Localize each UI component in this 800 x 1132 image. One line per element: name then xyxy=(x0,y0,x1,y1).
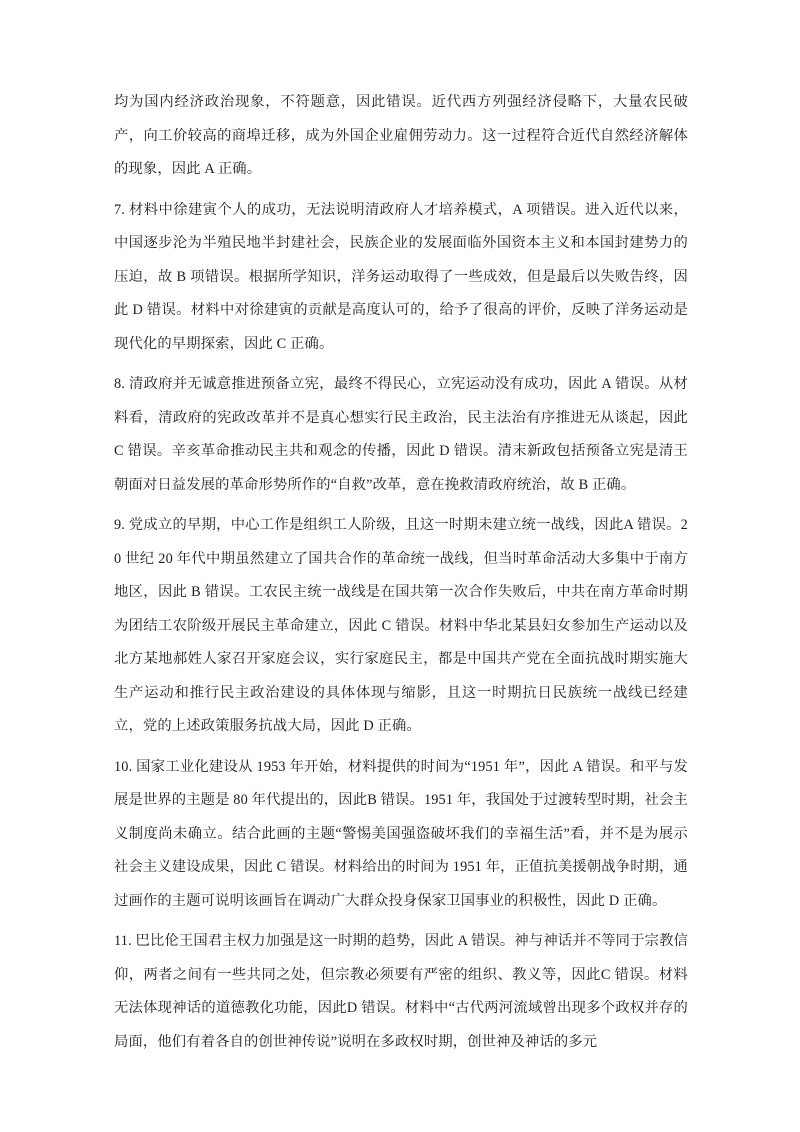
paragraph-item-11: 11. 巴比伦王国君主权力加强是这一时期的趋势，因此 A 错误。神与神话并不等同于宗教信仰，两者之间有一些共同之处，但宗教必须要有严密的组织、教义等，因此C 错误。材料无法体现神话的道德教化功能，因此D 错误。材料中“古代两河流域曾出现多个政权并存的局面，他们有着各自的创世神传说”说明在多政权时期，创世神及神话的多元 xyxy=(114,933,688,1050)
paragraph-item-10: 10. 国家工业化建设从 1953 年开始，材料提供的时间为“1951 年”，因此 A 错误。和平与发展是世界的主题是 80 年代提出的，因此B 错误。1951 年，我国处于过渡转型时期，社会主义制度尚未确立。结合此画的主题“警惕美国强盗破坏我们的幸福生活”看，并不是为展示社会主义建设成果，因此 C 错误。材料给出的时间为 1951 年，正值抗美援朝战争时期，通过画作的主题可说明该画旨在调动广大群众投身保家卫国事业的积极性，因此 D 正确。 xyxy=(114,758,689,909)
paragraph-item-7: 7. 材料中徐建寅个人的成功，无法说明清政府人才培养模式，A 项错误。进入近代以来，中国逐步沦为半殖民地半封建社会，民族企业的发展面临外国资本主义和本国封建势力的压迫，故 B 项错误。根据所学知识，洋务运动取得了一些成效，但是最后以失败告终，因此 D 错误。材料中对徐建寅的贡献是高度认可的，给予了很高的评价，反映了洋务运动是现代化的早期探索，因此 C 正确。 xyxy=(114,201,688,352)
paragraph-continued: 均为国内经济政治现象，不符题意，因此错误。近代西方列强经济侵略下，大量农民破产，向工价较高的商埠迁移，成为外国企业雇佣劳动力。这一过程符合近代自然经济解体的现象，因此 A 正确。 xyxy=(114,94,688,177)
paragraph-item-8: 8. 清政府并无诚意推进预备立宪，最终不得民心，立宪运动没有成功，因此 A 错误。从材料看，清政府的宪政改革并不是真心想实行民主政治，民主法治有序推进无从谈起，因此 C 错误。辛亥革命推动民主共和观念的传播，因此 D 错误。清末新政包括预备立宪是清王朝面对日益发展的革命形势所作的“自救”改革，意在挽救清政府统治，故 B 正确。 xyxy=(114,376,692,493)
paragraph-item-9: 9. 党成立的早期，中心工作是组织工人阶级，且这一时期未建立统一战线，因此A 错误。20 世纪 20 年代中期虽然建立了国共合作的革命统一战线，但当时革命活动大多集中于南方地区，因此 B 错误。工农民主统一战线是在国共第一次合作失败后，中共在南方革命时期为团结工农阶级开展民主革命建立，因此 C 错误。材料中华北某县妇女参加生产运动以及北方某地郝姓人家召开家庭会议，实行家庭民主，都是中国共产党在全面抗战时期实施大生产运动和推行民主政治建设的具体体现与缩影，且这一时期抗日民族统一战线已经建立，党的上述政策服务抗战大局，因此 D 正确。 xyxy=(114,517,688,734)
page-body xyxy=(114,86,692,1060)
